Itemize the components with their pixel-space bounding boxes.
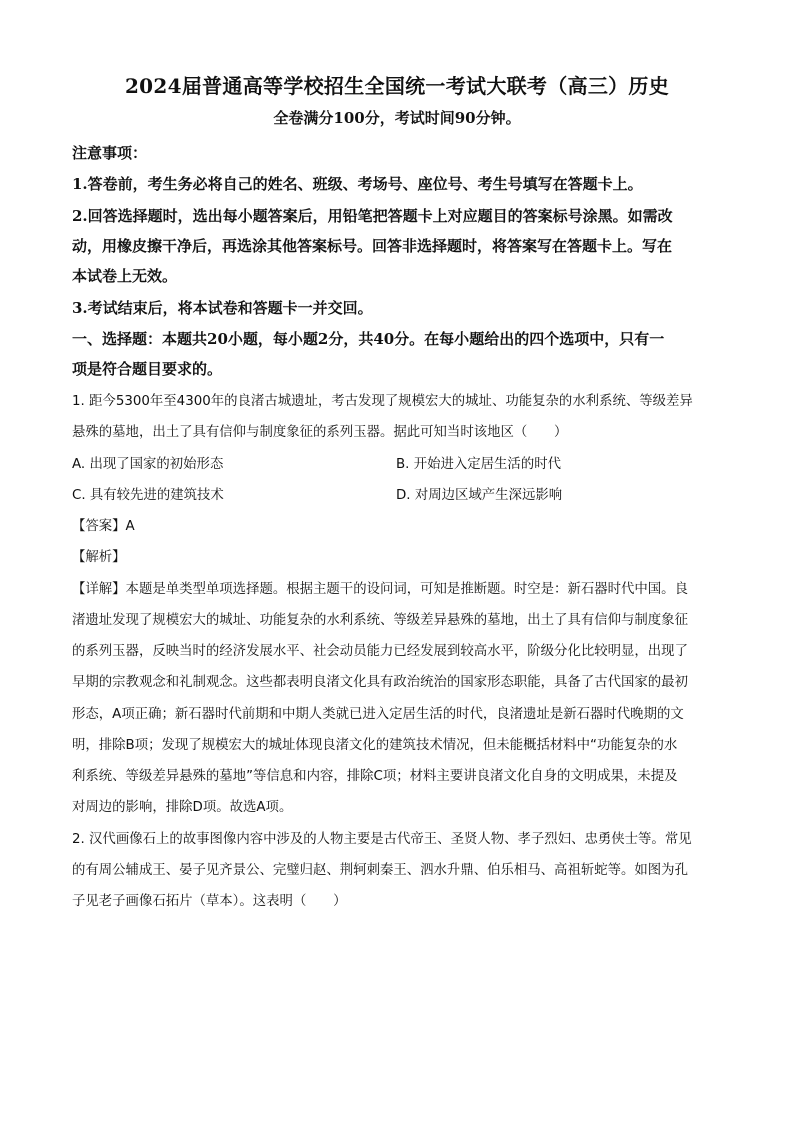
notice-item-2-line-3: 本试卷上无效。 <box>72 267 178 285</box>
question-2-stem-line-2: 的有周公辅成王、晏子见齐景公、完璧归赵、荆轲刺秦王、泗水升鼎、伯乐相马、高祖斩蛇等。如图为孔 <box>72 863 688 878</box>
notice-heading: 注意事项： <box>72 144 148 162</box>
notice-item-3: 3.考试结束后，将本试卷和答题卡一并交回。 <box>72 299 373 317</box>
question-1-detail-line-2: 渚遗址发现了规模宏大的城址、功能复杂的水利系统、等级差异悬殊的墓地，出土了具有信仰与制度象征 <box>72 613 688 628</box>
question-2-stem-line-1: 2. 汉代画像石上的故事图像内容中涉及的人物主要是古代帝王、圣贤人物、孝子烈妇、忠勇侠士等。常见 <box>72 832 692 847</box>
question-1-detail-line-6: 明，排除B项；发现了规模宏大的城址体现良渚文化的建筑技术情况，但未能概括材料中“功能复杂的水 <box>72 738 678 753</box>
question-1-option-a: A. 出现了国家的初始形态 <box>72 457 224 472</box>
section-heading-line-1: 一、选择题：本题共20小题，每小题2分，共40分。在每小题给出的四个选项中，只有一 <box>72 330 665 348</box>
question-1-option-b: B. 开始进入定居生活的时代 <box>396 457 561 472</box>
question-2-stem-line-3: 子见老子画像石拓片（草本）。这表明（ ） <box>72 894 347 909</box>
page-title: 2024届普通高等学校招生全国统一考试大联考（高三）历史 <box>124 74 670 98</box>
question-1-answer: 【答案】A <box>72 519 135 534</box>
question-1-detail-line-1: 【详解】本题是单类型单项选择题。根据主题干的设问词，可知是推断题。时空是：新石器时代中国。良 <box>72 582 688 597</box>
question-1-detail-line-3: 的系列玉器，反映当时的经济发展水平、社会动员能力已经发展到较高水平，阶级分化比较明显，出现了 <box>72 644 688 659</box>
question-1-stem-line-2: 悬殊的墓地，出土了具有信仰与制度象征的系列玉器。据此可知当时该地区（ ） <box>72 425 568 440</box>
section-heading-line-2: 项是符合题目要求的。 <box>72 360 223 378</box>
notice-item-2-line-1: 2.回答选择题时，选出每小题答案后，用铅笔把答题卡上对应题目的答案标号涂黑。如需改 <box>72 207 673 225</box>
question-1-detail-line-7: 利系统、等级差异悬殊的墓地”等信息和内容，排除C项；材料主要讲良渚文化自身的文明成果，未提及 <box>72 769 678 784</box>
question-1-option-d: D. 对周边区域产生深远影响 <box>396 488 563 503</box>
question-1-stem-line-1: 1. 距今5300年至4300年的良渚古城遗址，考古发现了规模宏大的城址、功能复杂的水利系统、等级差异 <box>72 394 693 409</box>
notice-item-2-line-2: 动，用橡皮擦干净后，再选涂其他答案标号。回答非选择题时，将答案写在答题卡上。写在 <box>72 237 673 255</box>
question-1-detail-line-5: 形态，A项正确；新石器时代前期和中期人类就已进入定居生活的时代，良渚遗址是新石器时代晚期的文 <box>72 707 684 722</box>
question-1-option-c: C. 具有较先进的建筑技术 <box>72 488 224 503</box>
question-1-analysis-label: 【解析】 <box>72 550 126 565</box>
question-1-detail-line-4: 早期的宗教观念和礼制观念。这些都表明良渚文化具有政治统治的国家形态职能，具备了古代国家的最初 <box>72 675 688 690</box>
notice-item-1: 1.答卷前，考生务必将自己的姓名、班级、考场号、座位号、考生号填写在答题卡上。 <box>72 175 643 193</box>
exam-info: 全卷满分100分，考试时间90分钟。 <box>273 109 521 127</box>
question-1-detail-line-8: 对周边的影响，排除D项。故选A项。 <box>72 800 293 815</box>
